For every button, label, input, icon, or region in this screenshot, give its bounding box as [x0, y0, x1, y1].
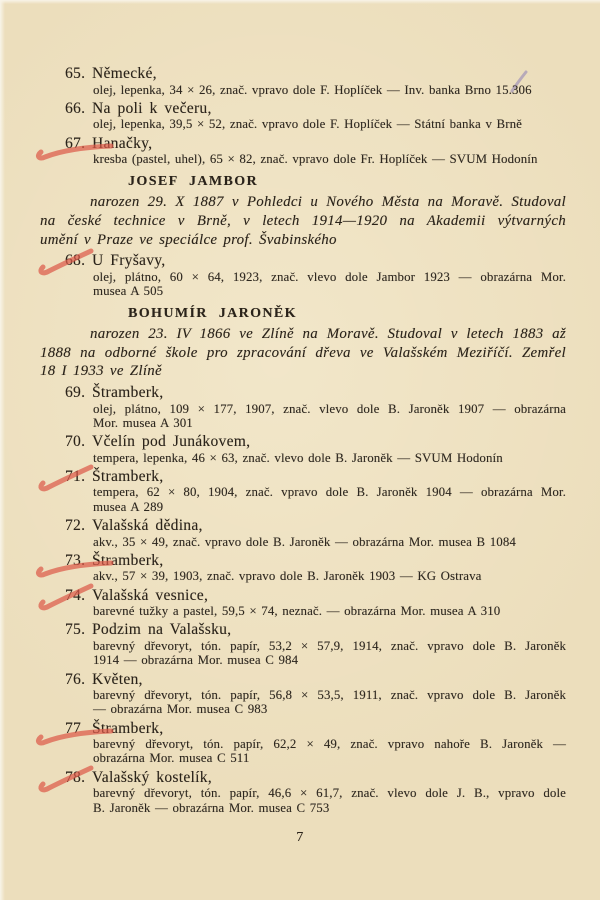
item-detail-line: musea A 505 — [93, 283, 164, 298]
catalog-item — [65, 252, 566, 298]
item-title-line — [65, 433, 566, 451]
item-title: Německé, — [92, 65, 157, 82]
item-detail-line: obrazárna Mor. musea C 511 — [93, 751, 250, 766]
item-details — [93, 117, 566, 131]
item-details — [93, 402, 566, 431]
item-detail-line: olej, lepenka, 39,5 × 52, znač. vpravo dole F. Hoplíček — Státní banka v Brně — [93, 117, 523, 132]
catalog-item — [65, 100, 566, 132]
item-title-line — [65, 100, 566, 118]
item-title-line — [65, 621, 566, 639]
catalog-item — [65, 433, 566, 465]
artist-section — [40, 173, 566, 249]
item-details — [93, 83, 566, 97]
artist-name-heading: JOSEF JAMBOR — [128, 174, 259, 190]
catalog-item — [65, 517, 566, 549]
item-title-line — [65, 65, 566, 83]
catalog-item — [65, 621, 566, 667]
item-detail-line: — obrazárna Mor. musea C 983 — [93, 702, 268, 717]
item-detail-line: olej, lepenka, 34 × 26, znač. vpravo dole F. Hoplíček — Inv. banka Brno 15.306 — [93, 82, 532, 97]
item-details — [93, 737, 566, 766]
item-number: 67. — [65, 134, 86, 152]
catalog-item — [65, 65, 566, 97]
item-title: Květen, — [92, 670, 143, 688]
item-title-line — [65, 720, 566, 738]
bio-line: narozen 23. IV 1866 ve Zlíně na Moravě. Studoval v letech 1883 až — [90, 326, 566, 343]
catalog-item — [65, 384, 566, 430]
item-details — [93, 604, 566, 618]
artist-bio — [40, 193, 566, 249]
item-detail-line: Mor. musea A 301 — [93, 415, 193, 430]
item-detail-line: tempera, lepenka, 46 × 63, znač. vlevo dole B. Jaroněk — SVUM Hodonín — [93, 450, 503, 465]
item-title-line — [65, 769, 566, 787]
bio-line: narozen 29. X 1887 v Pohledci u Nového Města na Moravě. Studoval — [90, 194, 566, 211]
item-number: 76. — [65, 670, 86, 688]
item-detail-line: olej, plátno, 60 × 64, 1923, znač. vlevo dole Jambor 1923 — obrazárna Mor. — [93, 269, 566, 284]
artist-section — [40, 305, 566, 381]
item-detail-line: 1914 — obrazárna Mor. musea C 984 — [93, 653, 299, 668]
item-details — [93, 152, 566, 166]
item-detail-line: olej, plátno, 109 × 177, 1907, znač. vlevo dole B. Jaroněk 1907 — obrazárna — [93, 401, 566, 416]
catalog-item — [65, 720, 566, 766]
item-details — [93, 485, 566, 514]
item-details — [93, 451, 566, 465]
item-detail-line: musea A 289 — [93, 499, 164, 514]
item-number: 71. — [65, 467, 86, 485]
item-title: Štramberk, — [92, 467, 164, 485]
artist-name-heading: BOHUMÍR JARONĚK — [128, 306, 297, 322]
catalog-content — [0, 62, 600, 815]
item-detail-line: barevné tužky a pastel, 59,5 × 74, neznač. — obrazárna Mor. musea A 310 — [93, 604, 501, 619]
catalog-item — [65, 552, 566, 584]
catalog-item — [65, 769, 566, 815]
item-title: Podzim na Valašsku, — [92, 621, 232, 639]
catalog-item — [65, 468, 566, 514]
item-number: 69. — [65, 384, 86, 402]
item-title: Valašský kostelík, — [92, 768, 212, 786]
bio-line: 1888 na odborné škole pro zpracování dřeva ve Valašském Meziříčí. Zemřel — [40, 344, 566, 361]
item-title-line — [65, 468, 566, 486]
item-detail-line: akv., 35 × 49, znač. vpravo dole B. Jaroněk — obrazárna Mor. musea B 1084 — [93, 534, 516, 549]
item-details — [93, 786, 566, 815]
item-detail-line: barevný dřevoryt, tón. papír, 53,2 × 57,9, 1914, znač. vpravo dole B. Jaroněk — [93, 638, 566, 653]
item-detail-line: barevný dřevoryt, tón. papír, 56,8 × 53,5, 1911, znač. vpravo dole B. Jaroněk — [93, 688, 566, 703]
bio-line: na české technice v Brně, v letech 1914—1920 na Akademii výtvarných — [40, 212, 566, 229]
item-title: Valašská dědina, — [92, 517, 203, 535]
item-title-line — [65, 384, 566, 402]
item-title: Štramberk, — [92, 384, 164, 402]
item-details — [93, 535, 566, 549]
item-number: 65. — [65, 65, 86, 82]
item-detail-line: barevný dřevoryt, tón. papír, 62,2 × 49, znač. vpravo nahoře B. Jaroněk — — [93, 737, 566, 752]
item-details — [93, 569, 566, 583]
item-number: 66. — [65, 99, 86, 117]
item-detail-line: tempera, 62 × 80, 1904, znač. vpravo dole B. Jaroněk 1904 — obrazárna Mor. — [93, 485, 566, 500]
item-title-line — [65, 671, 566, 689]
item-number: 68. — [65, 252, 86, 270]
item-details — [93, 639, 566, 668]
catalog-item — [65, 135, 566, 167]
item-detail-line: B. Jaroněk — obrazárna Mor. musea C 753 — [93, 800, 330, 815]
item-title-line — [65, 552, 566, 570]
item-detail-line: kresba (pastel, uhel), 65 × 82, znač. vpravo dole Fr. Hoplíček — SVUM Hodonín — [93, 152, 538, 167]
item-title: Štramberk, — [92, 551, 164, 569]
item-title: Hanačky, — [92, 134, 153, 152]
item-title-line — [65, 252, 566, 270]
bio-line: umění v Praze ve speciálce prof. Švabinského — [40, 231, 337, 248]
item-title: U Fryšavy, — [92, 252, 166, 270]
item-number: 70. — [65, 433, 86, 451]
catalog-item — [65, 671, 566, 717]
item-number: 75. — [65, 621, 86, 639]
item-title: Včelín pod Junákovem, — [92, 433, 251, 451]
item-title: Na poli k večeru, — [92, 99, 212, 117]
item-detail-line: akv., 57 × 39, 1903, znač. vpravo dole B. Jaroněk 1903 — KG Ostrava — [93, 569, 482, 584]
page-number: 7 — [296, 830, 304, 845]
item-number: 73. — [65, 551, 86, 569]
item-detail-line: barevný dřevoryt, tón. papír, 46,6 × 61,7, znač. vlevo dole J. B., vpravo dole — [93, 786, 566, 801]
item-title: Valašská vesnice, — [92, 586, 209, 604]
item-number: 72. — [65, 517, 86, 535]
item-title-line — [65, 135, 566, 153]
item-number: 74. — [65, 586, 86, 604]
bio-line: 18 I 1933 ve Zlíně — [40, 363, 162, 380]
item-title-line — [65, 587, 566, 605]
item-title-line — [65, 517, 566, 535]
item-number: 78. — [65, 768, 86, 786]
item-details — [93, 688, 566, 717]
catalog-item — [65, 587, 566, 619]
item-title: Štramberk, — [92, 719, 164, 737]
item-number: 77 — [65, 719, 82, 737]
item-details — [93, 270, 566, 299]
artist-bio — [40, 325, 566, 381]
